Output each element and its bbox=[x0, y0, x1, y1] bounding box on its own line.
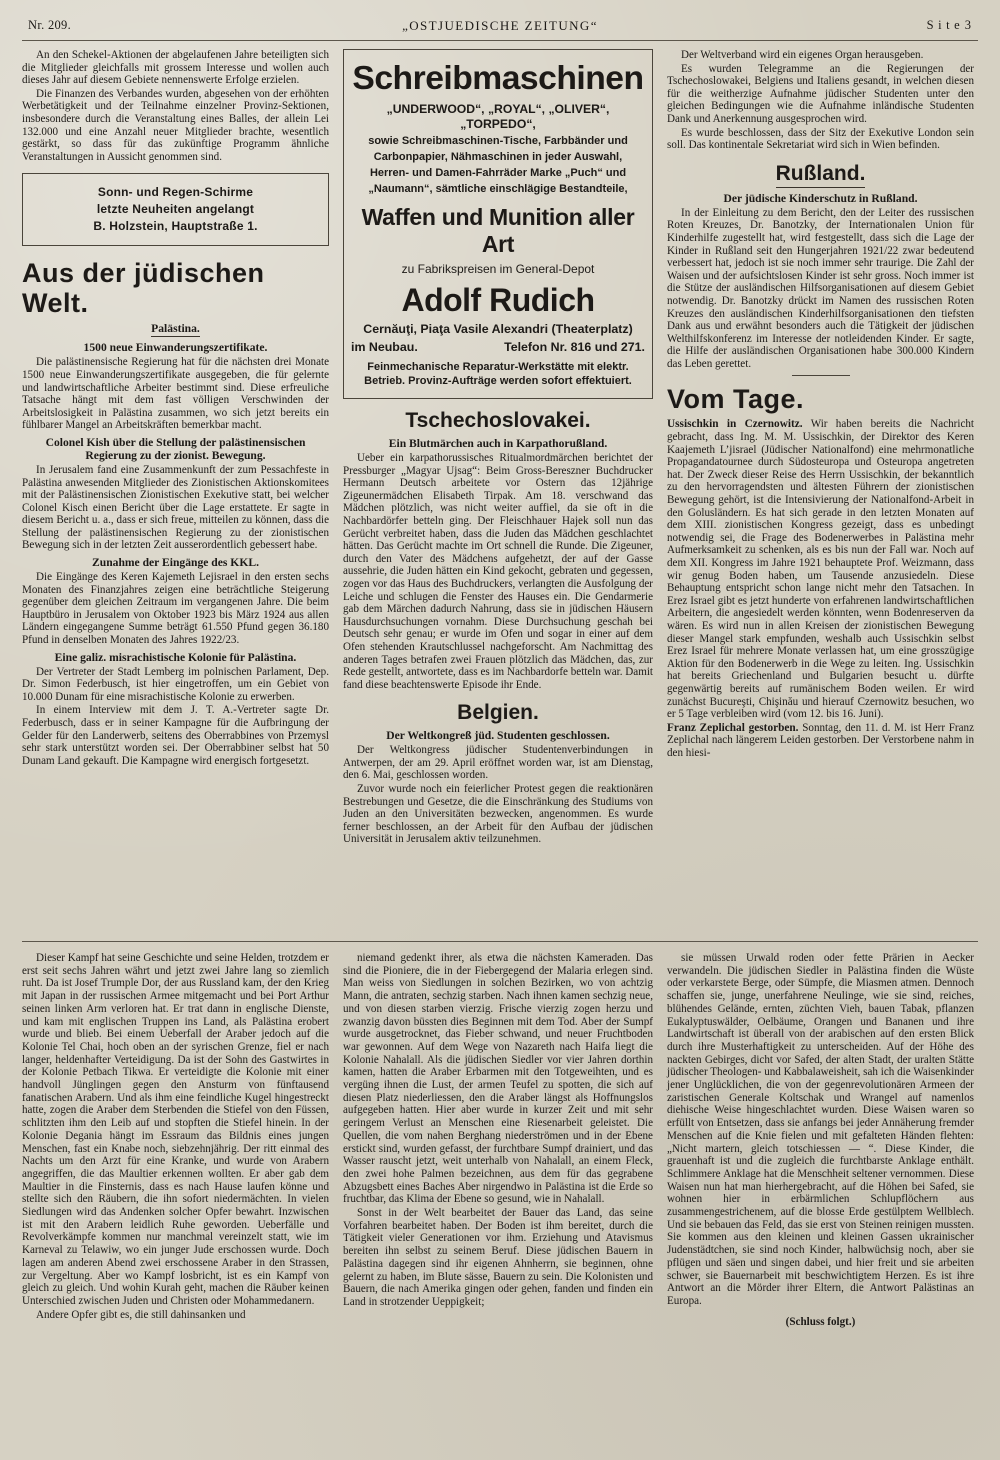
ad-umbrellas bbox=[22, 173, 329, 246]
headline-student-congress: Der Weltkongreß jüd. Studenten geschlossen. bbox=[386, 729, 610, 743]
paragraph: Es wurde beschlossen, dass der Sitz der Exekutive London sein soll. Das kontinentale Sekretariat wird sich in Wien befinden. bbox=[667, 126, 974, 152]
newspaper-title: „OSTJUEDISCHE ZEITUNG“ bbox=[402, 18, 598, 33]
paragraph bbox=[667, 722, 974, 760]
paragraph: Dieser Kampf hat seine Geschichte und seine Helden, trotzdem er erst seit sechs Jahren währt und jetzt zwei Jahre lang so ziemlich ruht. Da ist Josef Trumple Dor, der aus Russland kam, der den Krieg mit Japan in der russischen Armee mitgemacht und bei Port Arthur seinen linken Arm verloren hat. Er trat dann in englische Dienste, und kam mit englischen Truppen ins Land, als Palästina erobert wurde und blieb. Bei einem Ueberfall der Araber jedoch auf die Kolonie Tel Chai, hoch oben an der syrischen Grenze, fiel er nach langer, heldenhafter Verteidigung. Da ist der Sohn des Gastwirtes in der Kolonie Petbach Tikwa. Er verteidigte die Kolonie mit einer handvoll Jünglingen gegen den Ansturm von fünftausend fanatischen Arabern. Und als ihm eine feindliche Kugel hingestreckt hatte, zogen die Araber dem Sterbenden die Stiefel von den Füssen, schlitzten ihm den Leib auf und stopften die Stiefel hinein. In der Kolonie Degania hängt im Essraum das Bildnis eines jungen Menschen, fast ein Knabe noch, siebzehnjährig. Der ritt einmal des Nachts um den Arzt für eine Kranke, und wurde von Arabern angegriffen, die das Maultier erkennen wollten. Er aber gab dem Maultier in die Finsternis, dass es nach Hause laufen könne und stellte sich den Räubern, die ihn sofort niedermächten. In vielen Siedlungen wird das Andenken solcher Opfer bewahrt. Inzwischen ist mit den Arabern leidlich Ruhe geworden. Ueberfälle und Revolverkämpfe kommen nur manchmal vereinzelt statt, wie im Karneval zu Telawiw, wo ein junger Jude erschossen wurde. Doch lagen am anderen Abend zwei erschossene Araber in den Strassen, zur Vergeltung. Aber wo Kampf losbricht, ist es ein Kampf von gleich zu gleich. Und wohin Kurah geht, machen die Räuber keinen Unterschied zwischen Juden und Christen oder Mohammedanern. bbox=[22, 952, 329, 1307]
page-number: S i t e 3 bbox=[926, 18, 972, 32]
section-title-russia: Rußland. bbox=[667, 162, 974, 188]
paragraph: Die Finanzen des Verbandes wurden, abgesehen von der erhöhten Werbetätigkeit und der Teilnahme einzelner Provinz-Sektionen, insbesondere durch die Veranstaltung eines Balles, der allein Lei 132.000 und eine Anzahl neuer Mitglieder brachte, wesentlich gestärkt, so dass für das zukünftige Programm ähnliche Veranstaltungen in Aussicht genommen sind. bbox=[22, 87, 329, 163]
ad-footer-1: Feinmechanische Reparatur-Werkstätte mit elektr. bbox=[367, 361, 629, 373]
ad-line: sowie Schreibmaschinen-Tische, Farbbänder und bbox=[368, 135, 628, 147]
ad-address-2: im Neubau. bbox=[351, 340, 418, 354]
ad-depot-line: zu Fabrikspreisen im General-Depot bbox=[401, 262, 595, 276]
ad-footer-2: Betrieb. Provinz-Aufträge werden sofort effektuiert. bbox=[364, 375, 632, 387]
section-title-czechoslovakia: Tschechoslovakei. bbox=[405, 409, 591, 432]
headline-colonel-kish: Colonel Kish über die Stellung der palästinensischen Regierung zu der zionist. Bewegung. bbox=[45, 435, 306, 462]
headline-child-welfare: Der jüdische Kinderschutz in Rußland. bbox=[723, 191, 918, 205]
feuilleton-column-1 bbox=[22, 952, 329, 1452]
ad-line: B. Holzstein, Hauptstraße 1. bbox=[93, 219, 258, 234]
ad-phone: Telefon Nr. 816 und 271. bbox=[504, 340, 645, 354]
ad-line: „Naumann“, sämtliche einschlägige Bestandteile, bbox=[368, 183, 628, 195]
paragraph: In Jerusalem fand eine Zusammenkunft der zum Pessachfeste in Palästina anwesenden Mitglieder des Zionistischen Aktionskomitees mit der Palästinensischen Zionistischen Exekutive statt, bei welcher Colonel Kisch einen Bericht über die Lage erstattete. Er sagte in diesem Bericht u. a., dass er sich freue, mitteilen zu können, dass die Stellung der palästinensischen Regierung zu der zionistischen Bewegung sich in der letzten Zeit ausserordentlich gebessert habe. bbox=[22, 463, 329, 552]
paragraph: sie müssen Urwald roden oder fette Prärien in Aecker verwandeln. Die jüdischen Siedler in Palästina finden die Wüste oder verkarstete Berge, oder Sümpfe, die Miasmen atmen. Dennoch schaffen sie, junge, unerfahrene Neulinge, wie sie sind, reiches, blühendes Gelände, ernten, züchten Vieh, bauen Tabak, pflanzen Eukalyptuswälder, Oelbäume, Orangen und Bananen und ihre Landwirtschaft ist überall von der arabischen auf den ersten Blick durch ihre Musterhaftigkeit zu unterscheiden. Auf der Höhe des nackten Gebirges, dicht vor Safed, der alten Stadt, der uralten Stätte jüdischer Theologen- und Kabbalaweisheit, sah ich die Waisenkinder jener Unglücklichen, die von der gegenrevolutionären Armeen der zaristischen Generale Koltschak und Wrangel auf namenlos diehische Weise hingeschlachtet wurden. Diese Waisen waren so erfüllt von Entsetzen, dass sie anfangs bei jeder Annäherung fremder Menschen auf die Knie fielen und mit gefalteten Händen flehten: „Nicht martern, gleich totschiessen — “. Diese Kinder, die grauenhaft ist und die zugleich die furchtbarste Anklage enthält. Schlimmere Anklage hat die Menschheit seltener vernommen. Diese Waisen nun hat man hierhergebracht, auf die Höhen bei Safed, sie wohnen hier in erbärmlichen Schlupflöchern aus zusammengestrichenem, auf die blosse Erde gestülptem Wellblech. Und sie bebauen das Feld, das sie erst von Steinen reinigen mussten. Sie kommen aus den kleinen und kleinen Gassen ukrainischer Judenstädtchen, sie sind noch Kinder, halbwüchsig noch, aber sie pflügen und säen und singen dabei, und hier freit und sie arbeiten schwer, sie Bauernarbeit mit beschwichtigtem Herzen. Es ist ihre Antwort an die Mörder ihrer Eltern, die Antwort Palästinas an Europa. bbox=[667, 952, 974, 1307]
paragraph: Der Weltkongress jüdischer Studentenverbindungen in Antwerpen, der am 29. April eröffnet worden war, ist am Dienstag, den 6. Mai, geschlossen worden. bbox=[343, 744, 653, 782]
ad-line: letzte Neuheiten angelangt bbox=[96, 202, 255, 217]
paragraph: An den Schekel-Aktionen der abgelaufenen Jahre beteiligten sich die Mitglieder gleichfalls mit grossem Interesse und wollen auch dieses Jahr auf diesem Gebiete nennenswerte Erfolge erzielen. bbox=[22, 49, 329, 87]
paragraph: Es wurden Telegramme an die Regierungen der Tschechoslowakei, Belgiens und Italiens gesandt, in welchen diesen für die weitherzige Aufnahme jüdischer Studenten unter den gleichen Bedingungen wie die Aufnahme inländische Studenten Dank und Anerkennung ausgesprochen wird. bbox=[667, 62, 974, 125]
column-1 bbox=[22, 49, 329, 929]
headline-zeplichal: Franz Zeplichal gestorben. bbox=[667, 721, 799, 734]
paragraph: Ueber ein karpathorussisches Ritualmordmärchen berichtet der Pressburger „Magyar Ujsag“: Beim Gross-Bereszner Buchdrucker Hermann Deutsch arbeitete vor Ostern das 12jährige Zigeunermädchen Elisabeth Tirpak. Am 18. verschwand das Mädchen plötzlich, was nicht weiter auffiel, da sie oft in die Nachbardörfer betteln ging. Der Fleischhauer Hajek soll nun das Gerücht verbreitet haben, dass die Juden das Mädchen geschlachtet hätten. Das Gerücht machte im Ort schnell die Runde. Die Zigeuner, durch den Vater des Mädchens aufgehetzt, der auf der Gasse aussehrie, die Juden hätten ein Kind gekocht, gebraten und gegessen, zogen vor das Haus des Buchdruckers, verlangten die Ausfolgung der Leiche und schlugen die Fenster des Hauses ein. Die Gendarmerie gab dem Märchen dadurch Nahrung, dass sie in jüdischen Häusern Hausdurchsuchungen vornahm. Diese Durchsuchung geschah bei Deutsch sehr genau; er wurde im Ofen und sogar in einer auf dem Ofen stehenden Krautschlussel nachgeforscht. Am Nachmittag des anderen Tages betrafen zwei Frauen plötzlich das Mädchen, das, zur Rede gestellt, antwortete, dass es im Nachbardorfe betteln war. Damit fand diese beachtenswerte Episode ihr Ende. bbox=[343, 452, 653, 691]
paragraph-text: Sonntag, den 11. d. M. ist Herr Franz Zeplichal nach längerem Leiden gestorben. Der Verstorbene nahm in den hiesi- bbox=[667, 721, 975, 759]
feuilleton-column-3 bbox=[667, 952, 974, 1452]
subsection-palestine: Palästina. bbox=[151, 322, 200, 336]
ad-brands: „UNDERWOOD“, „ROYAL“, „OLIVER“, „TORPEDO“, bbox=[386, 102, 610, 131]
paragraph-text: Wir haben bereits die Nachricht gebracht, dass Ing. M. M. Ussischkin, der Direktor des Keren Kaajemeth L’jisrael (Jüdischer Nationalfond) eine mehrmonatliche Propagandatournee durch Südosteuropa und Osteuropa angetreten hat. Der Zweck dieser Reise des Herrn Ussischkin, der bekanntlich zu den hervorragendsten und ältesten Führern der zionistischen Bewegung gehört, ist die Intensivierung der Nationalfond-Arbeit in den Golusländern. Es hat sich gerade in den letzten Monaten auf dem XIII. zionistischen Kongress gezeigt, dass es unbedingt notwendig sei, die Frage des Bodenerwerbes in Palästina mehr Aufmerksamkeit zu schenken, als es bis nun der Fall war. Noch auf dem XII. Kongress im Jahre 1921 behauptete Prof. Weizmann, dass wir genug Boden haben, um Tausende anzusiedeln. Diese Behauptung entspricht schon lange nicht mehr den Tatsachen. In Erez Israel gibt es jetzt hunderte von erfahrenen landwirtschaftlichen Arbeitern, die angesiedelt werden könnten, wenn Bodenreserven da wären. Es wird nun in allen Kreisen der zionistischen Bewegung dieser Mangel stark empfunden, weshalb auch Ussischkin selbst Erez Israel für mehrere Monate verlassen hat, um eine grosszügige Aktion für den Bodenerwerb in die Wege zu leiten. Ing. Ussischkin hat bereits Griechenland und Bulgarien besucht u. dürfte gegenwärtig bereits auf rumänischem Boden weilen. Er wird zunächst Bucureşti, Chişinău und hierauf Czernowitz besuchen, wo er 5 Tage verbleiben wird (vom 12. bis 16. Juni). bbox=[667, 418, 974, 721]
ad-headline-typewriters: Schreibmaschinen bbox=[352, 59, 644, 96]
headline-ussischkin: Ussischkin in Czernowitz. bbox=[667, 418, 803, 431]
continuation-note: (Schluss folgt.) bbox=[785, 1315, 856, 1328]
issue-number: Nr. 209. bbox=[28, 18, 72, 32]
paragraph: Der Weltverband wird ein eigenes Organ herausgeben. bbox=[681, 49, 924, 61]
paragraph: Der Vertreter der Stadt Lemberg im polnischen Parlament, Dep. Dr. Simon Federbusch, ist hier eingetroffen, um ein Gebiet von 10.000 Dunam für eine misrachistische Kolonie zu erwerben. bbox=[22, 665, 329, 703]
paragraph bbox=[667, 418, 974, 720]
divider bbox=[792, 375, 850, 376]
column-2 bbox=[343, 49, 653, 929]
section-title-vom-tage: Vom Tage. bbox=[667, 384, 805, 415]
headline-blood-libel: Ein Blutmärchen auch in Karpathorußland. bbox=[388, 437, 608, 450]
ad-line: Herren- und Damen-Fahrräder Marke „Puch“ und bbox=[369, 167, 627, 179]
masthead bbox=[22, 18, 978, 41]
ad-adolf-rudich bbox=[343, 49, 653, 399]
paragraph: Andere Opfer gibt es, die still dahinsanken und bbox=[36, 1308, 246, 1321]
feuilleton-divider bbox=[22, 941, 978, 942]
ad-headline-weapons: Waffen und Munition aller Art bbox=[361, 204, 635, 257]
ad-line: Carbonpapier, Nähmaschinen in jeder Auswahl, bbox=[373, 151, 623, 163]
top-columns bbox=[22, 49, 978, 929]
paragraph: niemand gedenkt ihrer, als etwa die nächsten Kameraden. Das sind die Pioniere, die in der Fiebergegend der Malaria erlegen sind. Man weiss von Siedlungen in solchen Bezirken, wo von achtzig Mann, die antraten, sechzig starben. Nach ihnen kamen sechzig neue, und von diesen starben vierzig. Frische vierzig zogen herzu und zwanzig davon büssten dies Beginnen mit dem Tod. Aber der Sumpf wurde ausgetrocknet, das Fieber schwand, und neuer Fruchtboden war gewonnen. Auf dem Wege von Nazareth nach Haifa liegt die Kolonie Nahalall. Als die jüdischen Siedler vor vier Jahren dorthin kamen, hatten die Araber Erbarmen mit den Totgeweihten, und es vergüng ihnen die Lust, der armen Teufel zu spotten, die sich auf diesen Platz niederliessen, den die Araber längst als Hoffnungslos aufgegeben hatten. Hier aber wurde in kurzer Zeit und mit sehr geringem Verlust an Menschen eine Riesenarbeit geleistet. Die Quellen, die vom nahen Berghang niederströmen und in der Ebene erstickt sind, wurden gefasst, der furchtbare Sumpf drainiert, und das Wasser rauscht jetzt, weit unterhalb von Nahalall, an einem Fleck, den zwei hohe Palmen bezeichnen, aus dem für das gegrabene Abzugsbett eines Baches Aber nirgendwo in Palästina ist die Erde so fruchtbar, das Klima der Ebene so gesund, wie in Nahalall. bbox=[343, 952, 653, 1206]
headline-certificates: 1500 neue Einwanderungszertifikate. bbox=[83, 341, 268, 355]
headline-kkl: Zunahme der Eingänge des KKL. bbox=[92, 556, 259, 570]
paragraph: Die palästinensische Regierung hat für die nächsten drei Monate 1500 neue Einwanderungszertifikate ausgegeben, die für gelernte und landwirtschaftliche Arbeiter bestimmt sind. Diese erfreuliche Tatsache hängt mit dem fast völligen Verschwinden der Arbeitslosigkeit in Palästina zusammen, wo sich jetzt bereits ein fühlbarer Mangel an Arbeitskräften bemerkbar macht. bbox=[22, 356, 329, 432]
ad-line: Sonn- und Regen-Schirme bbox=[97, 185, 254, 200]
column-3 bbox=[667, 49, 974, 929]
feuilleton-column-2 bbox=[343, 952, 653, 1452]
paragraph: In einem Interview mit dem J. T. A.-Vertreter sagte Dr. Federbusch, dass er in seiner Kampagne für die Aufbringung der Gelder für den Landerwerb, seitens des Oberrabbines von Przemysl sehr stark unterstützt worden sei. Der Oberrabbiner selbst hat 50 Dunam Land gekauft. Die Kampagne wird energisch fortgesetzt. bbox=[22, 704, 329, 767]
paragraph: Zuvor wurde noch ein feierlicher Protest gegen die reaktionären Bestrebungen und Gesetze, die die Einschränkung des Studiums von Juden an den Universitäten bezwecken, angenommen. Es wurde ferner beschlossen, an der Arbeit für den Aufbau der jüdischen Universität in Jerusalem aktiv teilzunehmen. bbox=[343, 783, 653, 846]
feuilleton-columns bbox=[22, 952, 978, 1452]
section-title-belgium: Belgien. bbox=[457, 701, 539, 725]
paragraph: Die Eingänge des Keren Kajemeth Lejisrael in den ersten sechs Monaten des Finanzjahres zeigen eine beträchtliche Steigerung gegenüber dem gleichen Zeitraum im vergangenen Jahre. Die beim Hauptbüro in Jerusalem von Oktober 1923 bis März 1924 aus allen Ländern eingegangene Summe beträgt 61.550 Pfund gegen 36.180 Pfund in denselben Monaten des Jahres 1922/23. bbox=[22, 571, 329, 647]
ad-address: Cernăuţi, Piaţa Vasile Alexandri (Theaterplatz) bbox=[363, 322, 633, 336]
paragraph: In der Einleitung zu dem Bericht, den der Leiter des russischen Roten Kreuzes, Dr. Banotzky, der Internationalen Union für Kinderhilfe zugestellt hat, wird festgestellt, dass sich die Lage der Kinder in Rußland seit den Hungerjahren 1921/22 zwar bedeutend verbessert hat, jedoch ist sie noch immer sehr traurige. Die Zahl der Waisen und der aufsichtslosen Kinder ist sehr gross. Noch immer ist die Stütze der ausländischen Hilfsorganisationen auf diesem Gebiet notwendig. Dr. Banotzky drückt im Namen des russischen Roten Kreuzes den ausländischen Kinderhilfsorganisationen den tiefsten Dank aus und erwähnt besonders auch die Tätigkeit der jüdischen Welthilfskonferenz im Interesse der notleidenden Kinder. Er sagte, die Hilfe der ausländischen Organisationen habe 300.000 Kindern das Leben gerettet. bbox=[667, 206, 974, 370]
section-title-jewish-world: Aus der jüdischen Welt. bbox=[22, 258, 265, 319]
headline-mizrachi-colony: Eine galiz. misrachistische Kolonie für Palästina. bbox=[54, 650, 297, 664]
ad-merchant-name: Adolf Rudich bbox=[401, 282, 595, 318]
paragraph: Sonst in der Welt bearbeitet der Bauer das Land, das seine Vorfahren bearbeitet haben. Der Boden ist ihm bereitet, durch die Tätigkeit vieler Generationen vor ihm. Erziehung und Atavismus bereiten ihn selbst zu seinem Beruf. Diese jüdischen Bauern in Palästina dagegen sind ihr eigenen Ahnherrn, sie beginnen, ohne gelernt zu haben, im Blute sässe, Bauern zu sein. Die Kolonisten und Bauern, die nach Amerika gingen oder gehen, fanden und finden ein Land in strotzender Ueppigkeit; bbox=[343, 1207, 653, 1308]
